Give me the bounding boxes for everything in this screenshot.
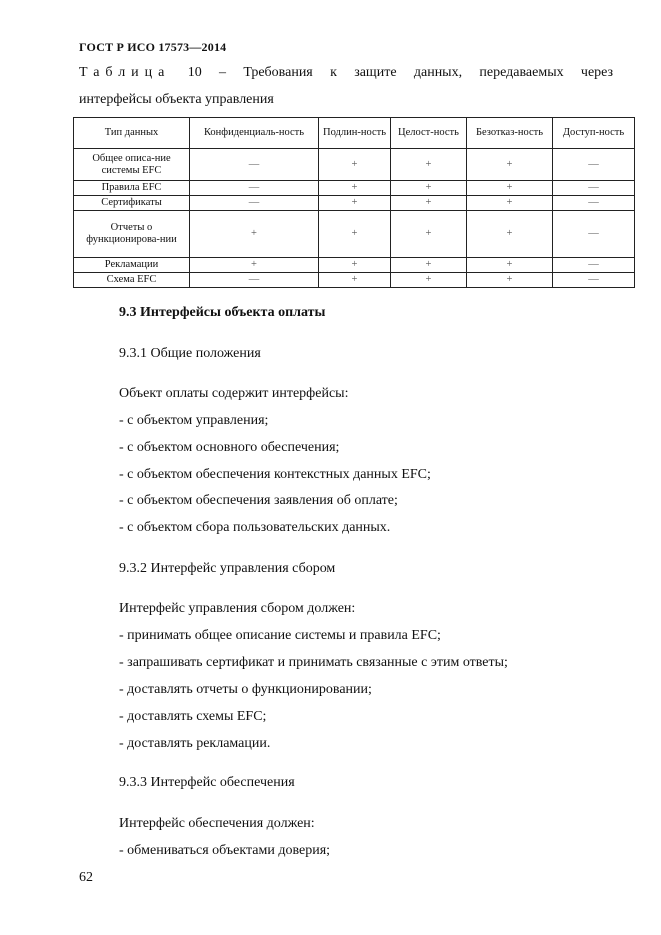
section-9-3-2-title: 9.3.2 Интерфейс управления сбором <box>119 561 336 576</box>
list-item: - доставлять отчеты о функционировании; <box>119 682 372 697</box>
cell-mark: + <box>319 273 391 288</box>
cell-mark: + <box>319 149 391 181</box>
row-type: Сертификаты <box>74 196 190 211</box>
cell-mark: + <box>190 211 319 258</box>
list-item: - обмениваться объектами доверия; <box>119 843 331 858</box>
table-caption-word-4: передаваемых <box>479 65 564 80</box>
cell-mark: + <box>467 211 553 258</box>
cell-mark: + <box>467 258 553 273</box>
section-9-3-3-intro: Интерфейс обеспечения должен: <box>119 816 315 831</box>
row-type: Рекламации <box>74 258 190 273</box>
table-caption-dash: – <box>219 65 227 80</box>
section-9-3-title: 9.3 Интерфейсы объекта оплаты <box>119 305 326 320</box>
cell-mark: — <box>553 196 635 211</box>
cell-mark: + <box>319 211 391 258</box>
requirements-table <box>73 117 635 288</box>
header-authenticity: Подлин-ность <box>319 118 391 149</box>
header-reliability: Безотказ-ность <box>467 118 553 149</box>
row-type: Общее описа-ние системы EFC <box>74 149 190 181</box>
section-9-3-2-intro: Интерфейс управления сбором должен: <box>119 601 356 616</box>
row-type: Правила EFC <box>74 181 190 196</box>
header-data-type: Тип данных <box>74 118 190 149</box>
cell-mark: + <box>391 181 467 196</box>
cell-mark: + <box>319 181 391 196</box>
table-caption-word-2: защите <box>354 65 397 80</box>
document-header: ГОСТ Р ИСО 17573—2014 <box>79 40 227 54</box>
header-confidentiality: Конфиденциаль-ность <box>190 118 319 149</box>
cell-mark: + <box>467 273 553 288</box>
cell-mark: + <box>391 273 467 288</box>
cell-mark: — <box>553 273 635 288</box>
table-row <box>74 258 635 273</box>
section-9-3-3-title: 9.3.3 Интерфейс обеспечения <box>119 775 295 790</box>
cell-mark: + <box>319 196 391 211</box>
table-caption-line2: интерфейсы объекта управления <box>79 92 274 107</box>
cell-mark: — <box>553 258 635 273</box>
cell-mark: + <box>391 196 467 211</box>
cell-mark: — <box>553 211 635 258</box>
list-item: - доставлять схемы EFC; <box>119 709 267 724</box>
header-availability: Доступ-ность <box>553 118 635 149</box>
cell-mark: + <box>319 258 391 273</box>
table-row <box>74 181 635 196</box>
list-item: - запрашивать сертификат и принимать связанные с этим ответы; <box>119 655 508 670</box>
cell-mark: + <box>467 149 553 181</box>
cell-mark: — <box>190 181 319 196</box>
page-number: 62 <box>79 870 93 885</box>
table-row <box>74 273 635 288</box>
list-item: - с объектом основного обеспечения; <box>119 440 340 455</box>
section-9-3-1-title: 9.3.1 Общие положения <box>119 346 261 361</box>
table-caption-number: 10 <box>187 65 202 80</box>
list-item: - с объектом сбора пользовательских данных. <box>119 520 391 535</box>
cell-mark: — <box>553 181 635 196</box>
cell-mark: + <box>467 196 553 211</box>
cell-mark: + <box>391 149 467 181</box>
table-header-row <box>74 118 635 149</box>
row-type: Схема EFC <box>74 273 190 288</box>
cell-mark: — <box>553 149 635 181</box>
list-item: - доставлять рекламации. <box>119 736 271 751</box>
table-caption-word-5: через <box>580 65 614 80</box>
table-row <box>74 211 635 258</box>
table-caption-word-3: данных, <box>413 65 463 80</box>
cell-mark: + <box>467 181 553 196</box>
list-item: - с объектом управления; <box>119 413 269 428</box>
cell-mark: — <box>190 273 319 288</box>
table-caption-word-0: Требования <box>243 65 313 80</box>
list-item: - с объектом обеспечения заявления об оплате; <box>119 493 398 508</box>
header-integrity: Целост-ность <box>391 118 467 149</box>
table-caption-line1 <box>79 66 613 80</box>
cell-mark: — <box>190 196 319 211</box>
table-row <box>74 196 635 211</box>
list-item: - с объектом обеспечения контекстных данных EFC; <box>119 467 431 482</box>
list-item: - принимать общее описание системы и правила EFC; <box>119 628 441 643</box>
cell-mark: + <box>190 258 319 273</box>
cell-mark: + <box>391 258 467 273</box>
table-caption-word-1: к <box>330 65 337 80</box>
section-9-3-1-intro: Объект оплаты содержит интерфейсы: <box>119 386 349 401</box>
cell-mark: — <box>190 149 319 181</box>
table-caption-word: Таблица <box>79 65 171 80</box>
row-type: Отчеты о функционирова-нии <box>74 211 190 258</box>
table-row <box>74 149 635 181</box>
cell-mark: + <box>391 211 467 258</box>
